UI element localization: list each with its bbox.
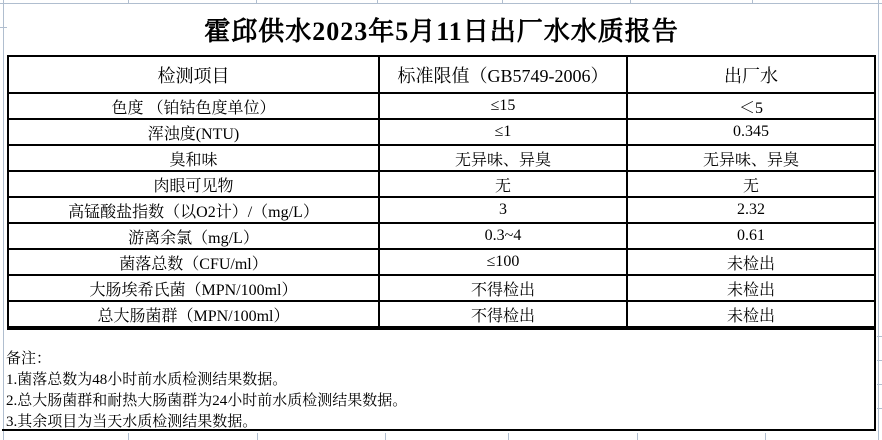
cell-item-name: 大肠埃希氏菌（MPN/100ml） [9,276,378,300]
gridline-column-tick [257,433,258,440]
column-header-item: 检测项目 [9,57,378,92]
gridline-row-tick [877,408,882,409]
column-header-standard: 标准限值（GB5749-2006） [380,57,626,92]
cell-standard-value: ≤15 [380,94,626,118]
cell-outlet-value: 无 [628,172,874,196]
cell-standard-value: 无异味、异臭 [380,146,626,170]
cell-outlet-value: 2.32 [628,198,874,222]
cell-item-name: 臭和味 [9,146,378,170]
remark-item: 2.总大肠菌群和耐热大肠菌群为24小时前水质检测结果数据。 [6,393,408,409]
gridline-row-tick [877,336,882,337]
cell-item-name: 色度 （铂钴色度单位） [9,94,378,118]
cell-standard-value: 0.3~4 [380,224,626,248]
report-title: 霍邱供水2023年5月11日出厂水水质报告 [204,16,679,46]
column-header-outlet: 出厂水 [628,57,874,92]
gridline-row-tick [877,384,882,385]
cell-item-name: 高锰酸盐指数（以O2计）/（mg/L） [9,198,378,222]
cell-outlet-value: 未检出 [628,250,874,274]
gridline-right-margin [878,0,879,440]
remark-item: 3.其余项目为当天水质检测结果数据。 [6,414,258,430]
gridline-column-tick [765,433,766,440]
cell-standard-value: ≤1 [380,120,626,144]
gridline-column-tick [508,433,509,440]
cell-outlet-value: 未检出 [628,276,874,300]
cell-item-name: 游离余氯（mg/L） [9,224,378,248]
cell-standard-value: 无 [380,172,626,196]
cell-standard-value: ≤100 [380,250,626,274]
cell-item-name: 浑浊度(NTU) [9,120,378,144]
cell-item-name: 菌落总数（CFU/ml） [9,250,378,274]
cell-standard-value: 3 [380,198,626,222]
remarks-box [2,330,876,431]
gridline-column-tick [385,433,386,440]
cell-outlet-value: 无异味、异臭 [628,146,874,170]
cell-outlet-value: 未检出 [628,302,874,326]
cell-outlet-value: ＜5 [628,94,874,118]
remark-item: 1.菌落总数为48小时前水质检测结果数据。 [6,372,288,388]
cell-item-name: 总大肠菌群（MPN/100ml） [9,302,378,326]
cell-standard-value: 不得检出 [380,302,626,326]
cell-standard-value: 不得检出 [380,276,626,300]
cell-item-name: 肉眼可见物 [9,172,378,196]
gridline-column-tick [637,433,638,440]
cell-outlet-value: 0.345 [628,120,874,144]
water-quality-table [7,55,876,330]
gridline-row-tick [0,27,7,28]
gridline-column-tick [128,433,129,440]
cell-outlet-value: 0.61 [628,224,874,248]
gridline-row-tick [877,360,882,361]
remarks-label: 备注： [6,351,52,367]
